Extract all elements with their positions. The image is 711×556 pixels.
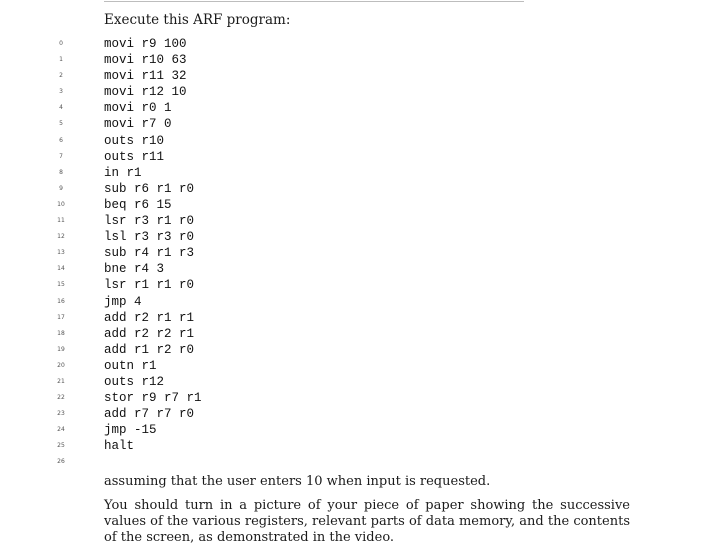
code-line [0, 116, 711, 132]
line-number: 10 [57, 200, 65, 208]
code-instruction: outs r11 [104, 149, 165, 164]
code-line [0, 438, 711, 454]
line-number: 4 [59, 104, 63, 112]
code-line [0, 36, 711, 52]
line-number: 16 [57, 297, 65, 305]
line-number: 2 [59, 72, 63, 80]
line-number: 12 [57, 233, 65, 241]
code-instruction: movi r0 1 [104, 101, 172, 116]
code-instruction: outn r1 [104, 358, 157, 373]
line-number: 3 [59, 88, 63, 96]
code-line [0, 149, 711, 165]
code-line [0, 68, 711, 84]
code-instruction: jmp 4 [104, 294, 142, 309]
code-instruction: movi r11 32 [104, 69, 187, 84]
code-instruction: lsl r3 r3 r0 [104, 230, 195, 245]
line-number: 26 [57, 458, 65, 466]
code-line [0, 245, 711, 261]
line-number: 14 [57, 265, 65, 273]
submission-instructions: You should turn in a picture of your piece of paper showing the successive values of the various registers, relevant parts of data memory, and the contents of the screen, as demonstrated in the video. [104, 498, 630, 545]
code-instruction: sub r4 r1 r3 [104, 246, 195, 261]
code-line [0, 197, 711, 213]
code-instruction: lsr r1 r1 r0 [104, 278, 195, 293]
code-line [0, 422, 711, 438]
code-line [0, 294, 711, 310]
code-line [0, 84, 711, 100]
code-line [0, 133, 711, 149]
code-instruction: movi r12 10 [104, 85, 187, 100]
line-number: 18 [57, 329, 65, 337]
line-number: 22 [57, 394, 65, 402]
program-listing [0, 36, 711, 471]
code-instruction: jmp -15 [104, 423, 157, 438]
code-instruction: movi r7 0 [104, 117, 172, 132]
line-number: 7 [59, 152, 63, 160]
code-instruction: stor r9 r7 r1 [104, 391, 202, 406]
line-number: 24 [57, 426, 65, 434]
code-line [0, 454, 711, 470]
line-number: 5 [59, 120, 63, 128]
code-line [0, 100, 711, 116]
code-instruction: outs r10 [104, 133, 165, 148]
code-instruction: add r2 r2 r1 [104, 326, 195, 341]
code-line [0, 406, 711, 422]
code-line [0, 261, 711, 277]
code-instruction: bne r4 3 [104, 262, 165, 277]
code-line [0, 342, 711, 358]
code-line [0, 358, 711, 374]
line-number: 1 [59, 56, 63, 64]
line-number: 15 [57, 281, 65, 289]
code-line [0, 213, 711, 229]
line-number: 23 [57, 410, 65, 418]
code-line [0, 52, 711, 68]
code-instruction: add r1 r2 r0 [104, 342, 195, 357]
code-instruction: halt [104, 439, 135, 454]
code-instruction: add r2 r1 r1 [104, 310, 195, 325]
code-instruction: outs r12 [104, 374, 165, 389]
line-number: 0 [59, 40, 63, 47]
code-instruction: in r1 [104, 165, 142, 180]
intro-heading: Execute this ARF program: [104, 12, 291, 28]
code-instruction: lsr r3 r1 r0 [104, 214, 195, 229]
code-line [0, 310, 711, 326]
code-line [0, 326, 711, 342]
line-number: 25 [57, 442, 65, 450]
line-number: 21 [57, 377, 65, 385]
code-line [0, 374, 711, 390]
code-instruction: movi r9 100 [104, 37, 187, 51]
code-line [0, 165, 711, 181]
code-instruction: sub r6 r1 r0 [104, 181, 195, 196]
code-line [0, 181, 711, 197]
line-number: 9 [59, 184, 63, 192]
line-number: 6 [59, 136, 63, 144]
code-instruction: beq r6 15 [104, 197, 172, 212]
line-number: 8 [59, 168, 63, 176]
code-instruction: add r7 r7 r0 [104, 407, 195, 422]
line-number: 13 [57, 249, 65, 257]
code-instruction: movi r10 63 [104, 53, 187, 68]
code-line [0, 229, 711, 245]
line-number: 19 [57, 345, 65, 353]
code-line [0, 277, 711, 293]
code-line [0, 390, 711, 406]
line-number: 11 [57, 217, 65, 225]
input-assumption: assuming that the user enters 10 when input is requested. [104, 474, 491, 489]
line-number: 17 [57, 313, 65, 321]
clipped-previous-line [104, 0, 524, 2]
line-number: 20 [57, 361, 65, 369]
